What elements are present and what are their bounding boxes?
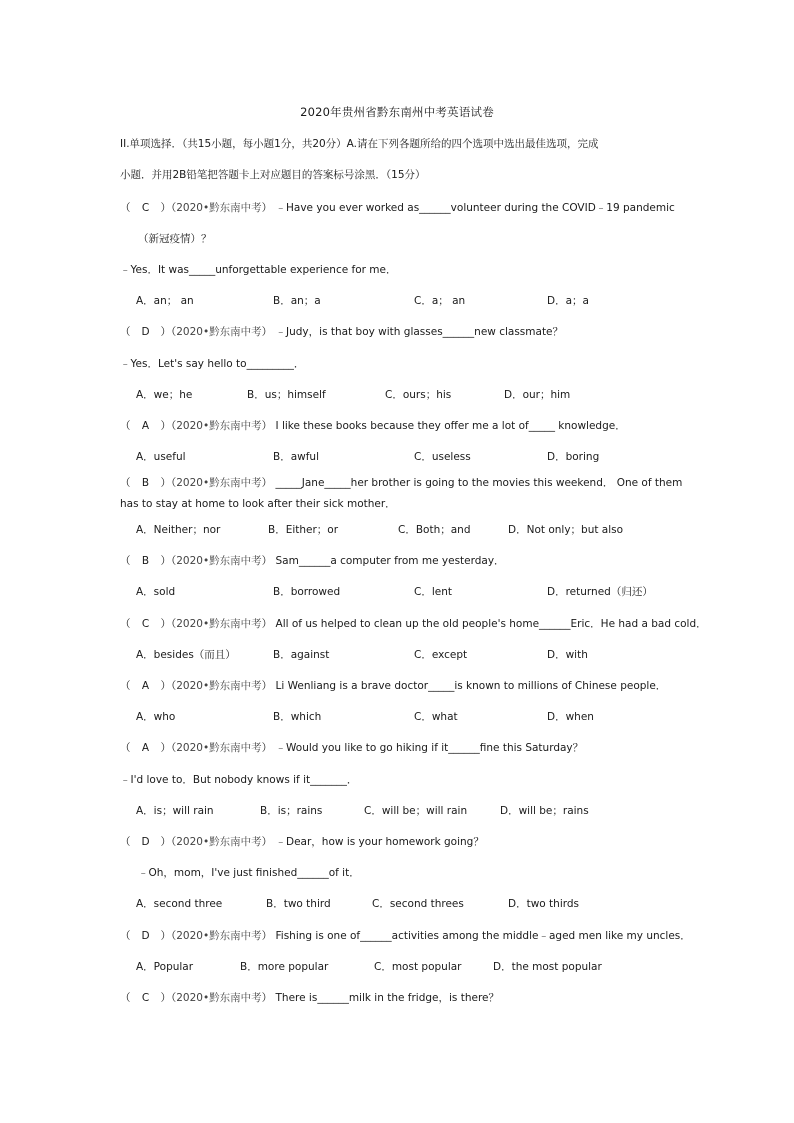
answer: A (141, 742, 150, 754)
question-10-options (136, 959, 676, 973)
option-c: C．what (414, 711, 458, 723)
question-stem: I like these books because they offer me a lot of_____ knowledge． (275, 420, 626, 432)
question-1-line-2: （新冠疫情）？ (138, 233, 212, 245)
page-title: 2020年贵州省黔东南州中考英语试卷 (300, 105, 494, 119)
option-a: A．useful (136, 451, 186, 463)
option-d: D．the most popular (493, 961, 602, 973)
option-d: D．returned（归还） (547, 586, 653, 598)
question-5-options (136, 584, 676, 598)
question-source: 2020•黔东南中考 (176, 477, 262, 489)
answer: D (141, 836, 150, 848)
question-stem: ﹣Judy，is that boy with glasses______new classmate？ (275, 326, 564, 338)
option-d: D．a；a (547, 295, 589, 307)
question-source: 2020•黔东南中考 (176, 992, 262, 1004)
answer: A (141, 680, 150, 692)
question-2-reply: ﹣Yes．Let's say hello to_________． (120, 358, 305, 370)
question-stem: ﹣Have you ever worked as______volunteer during the COVID﹣19 pandemic (275, 202, 675, 214)
question-source: 2020•黔东南中考 (176, 420, 262, 432)
instruction-line-2: 小题．并用2B铅笔把答题卡上对应题目的答案标号涂黑．（15分） (120, 169, 426, 181)
question-1-options (136, 293, 676, 307)
option-b: B．us；himself (247, 389, 326, 401)
option-b: B．two third (266, 898, 331, 910)
question-stem: _____Jane_____her brother is going to the movies this weekend． One of them (275, 477, 683, 489)
option-d: D．Not only；but also (508, 524, 624, 536)
question-7-options (136, 709, 676, 723)
question-source: 2020•黔东南中考 (176, 618, 262, 630)
question-stem: Fishing is one of______activities among the middle﹣aged men like my uncles． (275, 930, 691, 942)
question-9-reply: ﹣Oh，mom，I've just finished______of it． (138, 867, 360, 879)
option-b: B．is；rains (260, 805, 323, 817)
instruction-line-1: II.单项选择．（共15小题，每小题1分，共20分）A.请在下列各题所给的四个选项中选出最佳选项，完成 (120, 138, 599, 150)
question-stem: ﹣Dear，how is your homework going？ (275, 836, 484, 848)
question-stem: Li Wenliang is a brave doctor_____is known to millions of Chinese people． (275, 680, 667, 692)
option-a: A．second three (136, 898, 223, 910)
option-b: B．Either；or (268, 524, 339, 536)
option-c: C．useless (414, 451, 471, 463)
option-c: C．will be；will rain (364, 805, 468, 817)
option-c: C．ours；his (385, 389, 452, 401)
option-d: D．when (547, 711, 594, 723)
question-6: （ C ）（2020•黔东南中考） All of us helped to clean up the old people's home______Eric．He had a bad cold． (120, 618, 707, 630)
option-a: A．who (136, 711, 176, 723)
answer: B (141, 555, 150, 567)
option-a: A．is；will rain (136, 805, 214, 817)
answer: D (141, 930, 150, 942)
answer: C (141, 202, 150, 214)
option-a: A．an； an (136, 295, 194, 307)
question-stem: All of us helped to clean up the old people's home______Eric．He had a bad cold． (275, 618, 707, 630)
option-c: C．lent (414, 586, 452, 598)
answer: B (141, 477, 150, 489)
option-b: B．which (273, 711, 322, 723)
question-7: （ A ）（2020•黔东南中考） Li Wenliang is a brave doctor_____is known to millions of Chinese people． (120, 680, 667, 692)
question-source: 2020•黔东南中考 (176, 555, 262, 567)
question-4-options (136, 522, 676, 536)
question-source: 2020•黔东南中考 (176, 836, 262, 848)
question-1-reply: ﹣Yes．It was_____unforgettable experience for me． (120, 264, 397, 276)
question-3: （ A ）（2020•黔东南中考） I like these books because they offer me a lot of_____ knowledge． (120, 420, 626, 432)
option-c: C．Both；and (398, 524, 471, 536)
option-a: A．besides（而且） (136, 649, 236, 661)
question-source: 2020•黔东南中考 (176, 930, 262, 942)
option-d: D．will be；rains (500, 805, 589, 817)
answer: C (141, 992, 150, 1004)
question-2-options (136, 387, 676, 401)
question-4: （ B ）（2020•黔东南中考） _____Jane_____her brother is going to the movies this weekend． One of them (120, 477, 683, 489)
question-10: （ D ）（2020•黔东南中考） Fishing is one of______activities among the middle﹣aged men like my uncles． (120, 930, 691, 942)
option-a: A．Popular (136, 961, 194, 973)
question-5: （ B ）（2020•黔东南中考） Sam______a computer from me yesterday． (120, 555, 505, 567)
question-8-reply: ﹣I'd love to．But nobody knows if it_______． (120, 774, 358, 786)
question-2: （ D ）（2020•黔东南中考） ﹣Judy，is that boy with glasses______new classmate？ (120, 326, 564, 338)
answer: A (141, 420, 150, 432)
option-b: B．borrowed (273, 586, 341, 598)
question-4-line-2: has to stay at home to look after their sick mother． (120, 498, 396, 510)
question-source: 2020•黔东南中考 (176, 326, 262, 338)
answer: C (141, 618, 150, 630)
option-b: B．awful (273, 451, 319, 463)
question-8: （ A ）（2020•黔东南中考） ﹣Would you like to go hiking if it______fine this Saturday？ (120, 742, 584, 754)
question-stem: ﹣Would you like to go hiking if it______fine this Saturday？ (275, 742, 584, 754)
question-9: （ D ）（2020•黔东南中考） ﹣Dear，how is your homework going？ (120, 836, 484, 848)
question-source: 2020•黔东南中考 (176, 680, 262, 692)
option-d: D．boring (547, 451, 600, 463)
option-a: A．Neither；nor (136, 524, 221, 536)
question-3-options (136, 449, 676, 463)
option-a: A．we；he (136, 389, 193, 401)
question-6-options (136, 647, 676, 661)
question-source: 2020•黔东南中考 (176, 742, 262, 754)
option-c: C．a； an (414, 295, 466, 307)
option-b: B．an；a (273, 295, 321, 307)
option-b: B．against (273, 649, 330, 661)
option-b: B．more popular (240, 961, 329, 973)
option-d: D．with (547, 649, 588, 661)
question-11: （ C ）（2020•黔东南中考） There is______milk in the fridge，is there？ (120, 992, 499, 1004)
question-8-options (136, 803, 676, 817)
question-stem: There is______milk in the fridge，is there？ (275, 992, 499, 1004)
option-c: C．second threes (372, 898, 464, 910)
option-a: A．sold (136, 586, 176, 598)
question-1: （ C ）（2020•黔东南中考） ﹣Have you ever worked as______volunteer during the COVID﹣19 pandemic (120, 202, 675, 214)
question-stem: Sam______a computer from me yesterday． (275, 555, 505, 567)
option-d: D．two thirds (508, 898, 580, 910)
answer: D (141, 326, 150, 338)
question-9-options (136, 896, 676, 910)
question-source: 2020•黔东南中考 (176, 202, 262, 214)
option-d: D．our；him (504, 389, 571, 401)
option-c: C．most popular (374, 961, 462, 973)
option-c: C．except (414, 649, 468, 661)
